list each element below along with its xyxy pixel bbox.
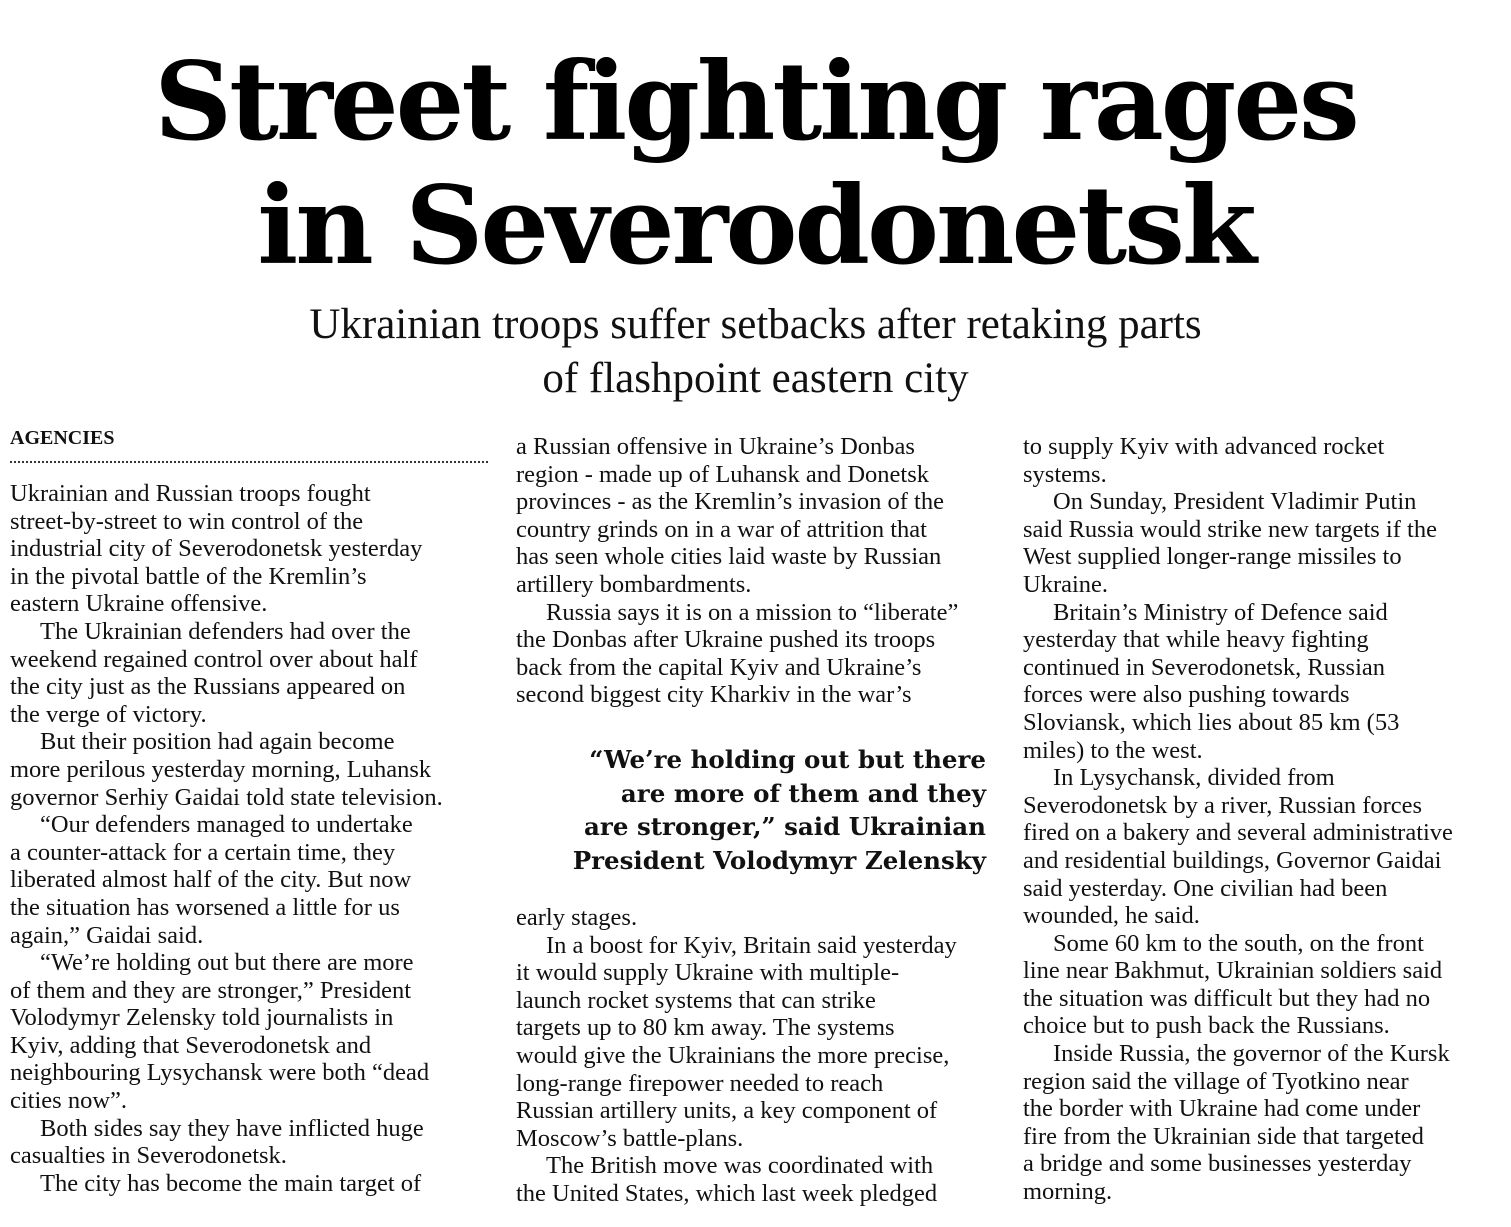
text-line: Sloviansk, which lies about 85 km (53 [1023,708,1400,736]
subheadline-line-2: of flashpoint eastern city [542,355,969,402]
text-line: said Russia would strike new targets if the [1023,515,1437,543]
text-line: early stages. [516,904,638,931]
pull-quote [516,743,986,877]
pull-quote-line: are stronger,” said Ukrainian [584,812,986,841]
text-line: miles) to the west. [1023,736,1203,764]
pull-quote-line: are more of them and they [620,778,986,808]
text-line: In a boost for Kyiv, Britain said yesterday [546,931,957,959]
byline-divider [10,461,488,463]
text-line: to supply Kyiv with advanced rocket [1023,433,1385,460]
text-line: the city just as the Russians appeared on [10,673,406,701]
text-line: Both sides say they have inflicted huge [40,1114,424,1142]
text-line: region - made up of Luhansk and Donetsk [516,460,929,488]
text-line: casualties in Severodonetsk. [10,1142,287,1170]
text-line: industrial city of Severodonetsk yesterday [10,535,423,563]
text-line: back from the capital Kyiv and Ukraine’s [516,653,922,681]
text-line: country grinds on in a war of attrition that [516,515,927,543]
text-line: morning. [1023,1178,1113,1206]
text-line: a bridge and some businesses yesterday [1023,1150,1412,1178]
text-line: cities now”. [10,1087,128,1115]
text-line: Moscow’s battle-plans. [516,1124,744,1152]
pull-quote-line: “We’re holding out but there [589,745,986,774]
text-line: long-range firepower needed to reach [516,1069,884,1097]
text-line: forces were also pushing towards [1023,681,1350,709]
headline-line-2: in Severodonetsk [257,163,1254,289]
text-line: Kyiv, adding that Severodonetsk and [10,1031,372,1059]
text-line: provinces - as the Kremlin’s invasion of the [516,488,944,516]
text-line: line near Bakhmut, Ukrainian soldiers said [1023,957,1443,985]
text-line: fire from the Ukrainian side that targeted [1023,1122,1424,1150]
text-line: street-by-street to win control of the [10,507,364,535]
article-column-1 [10,480,490,1197]
text-line: the situation was difficult but they had no [1023,984,1431,1012]
text-line: artillery bombardments. [516,570,752,598]
text-line: wounded, he said. [1023,902,1200,930]
text-line: targets up to 80 km away. The systems [516,1014,895,1042]
text-line: weekend regained control over about half [10,645,418,673]
text-line: On Sunday, President Vladimir Putin [1053,488,1417,516]
text-line: Severodonetsk by a river, Russian forces [1023,791,1423,819]
article-column-3 [1023,433,1503,1206]
subheadline-line-1: Ukrainian troops suffer setbacks after retaking parts [309,301,1202,348]
article-column-2-top [516,433,994,709]
text-line: the Donbas after Ukraine pushed its troops [516,626,936,654]
text-line: liberated almost half of the city. But now [10,866,412,894]
text-line: Russia says it is on a mission to “liberate” [546,598,959,626]
text-line: a counter-attack for a certain time, they [10,838,396,866]
text-line: West supplied longer-range missiles to [1023,543,1402,571]
headline-line-1: Street fighting rages [154,39,1357,165]
text-line: Britain’s Ministry of Defence said [1053,598,1388,626]
text-line: it would supply Ukraine with multiple- [516,959,900,987]
text-line: the situation has worsened a little for us [10,893,400,921]
text-line: region said the village of Tyotkino near [1023,1067,1409,1095]
text-line: Ukraine. [1023,570,1109,598]
text-line: But their position had again become [40,728,395,756]
text-line: the verge of victory. [10,700,207,728]
text-line: continued in Severodonetsk, Russian [1023,653,1386,681]
text-line: and residential buildings, Governor Gaidai [1023,846,1442,874]
text-line: The Ukrainian defenders had over the [40,617,411,645]
text-line: Ukrainian and Russian troops fought [10,480,371,507]
text-line: choice but to push back the Russians. [1023,1012,1390,1040]
article-column-2-bottom [516,904,994,1208]
text-line: eastern Ukraine offensive. [10,590,268,618]
text-line: would give the Ukrainians the more precise, [516,1041,950,1069]
byline: AGENCIES [10,427,115,449]
text-line: the border with Ukraine had come under [1023,1095,1421,1123]
text-line: has seen whole cities laid waste by Russian [516,543,942,571]
headline [0,40,1511,288]
text-line: said yesterday. One civilian had been [1023,874,1388,902]
text-line: Some 60 km to the south, on the front [1053,929,1424,957]
text-line: systems. [1023,460,1107,488]
text-line: yesterday that while heavy fighting [1023,626,1369,654]
text-line: fired on a bakery and several administrative [1023,819,1453,847]
text-line: more perilous yesterday morning, Luhansk [10,755,432,783]
text-line: governor Serhiy Gaidai told state television. [10,783,443,811]
text-line: The British move was coordinated with [546,1152,934,1180]
text-line: The city has become the main target of [40,1169,422,1197]
text-line: Volodymyr Zelensky told journalists in [10,1004,394,1032]
subheadline [0,298,1511,406]
text-line: “We’re holding out but there are more [40,949,414,977]
pull-quote-line: President Volodymyr Zelensky [572,845,986,875]
text-line: a Russian offensive in Ukraine’s Donbas [516,433,915,460]
text-line: neighbouring Lysychansk were both “dead [10,1059,430,1087]
text-line: Inside Russia, the governor of the Kursk [1053,1040,1450,1068]
text-line: Russian artillery units, a key component of [516,1097,938,1125]
text-line: second biggest city Kharkiv in the war’s [516,681,912,709]
text-line: the United States, which last week pledged [516,1179,938,1207]
text-line: launch rocket systems that can strike [516,986,876,1014]
text-line: In Lysychansk, divided from [1053,764,1335,792]
text-line: in the pivotal battle of the Kremlin’s [10,562,367,590]
text-line: again,” Gaidai said. [10,921,204,949]
text-line: “Our defenders managed to undertake [40,811,413,839]
text-line: of them and they are stronger,” President [10,976,412,1004]
